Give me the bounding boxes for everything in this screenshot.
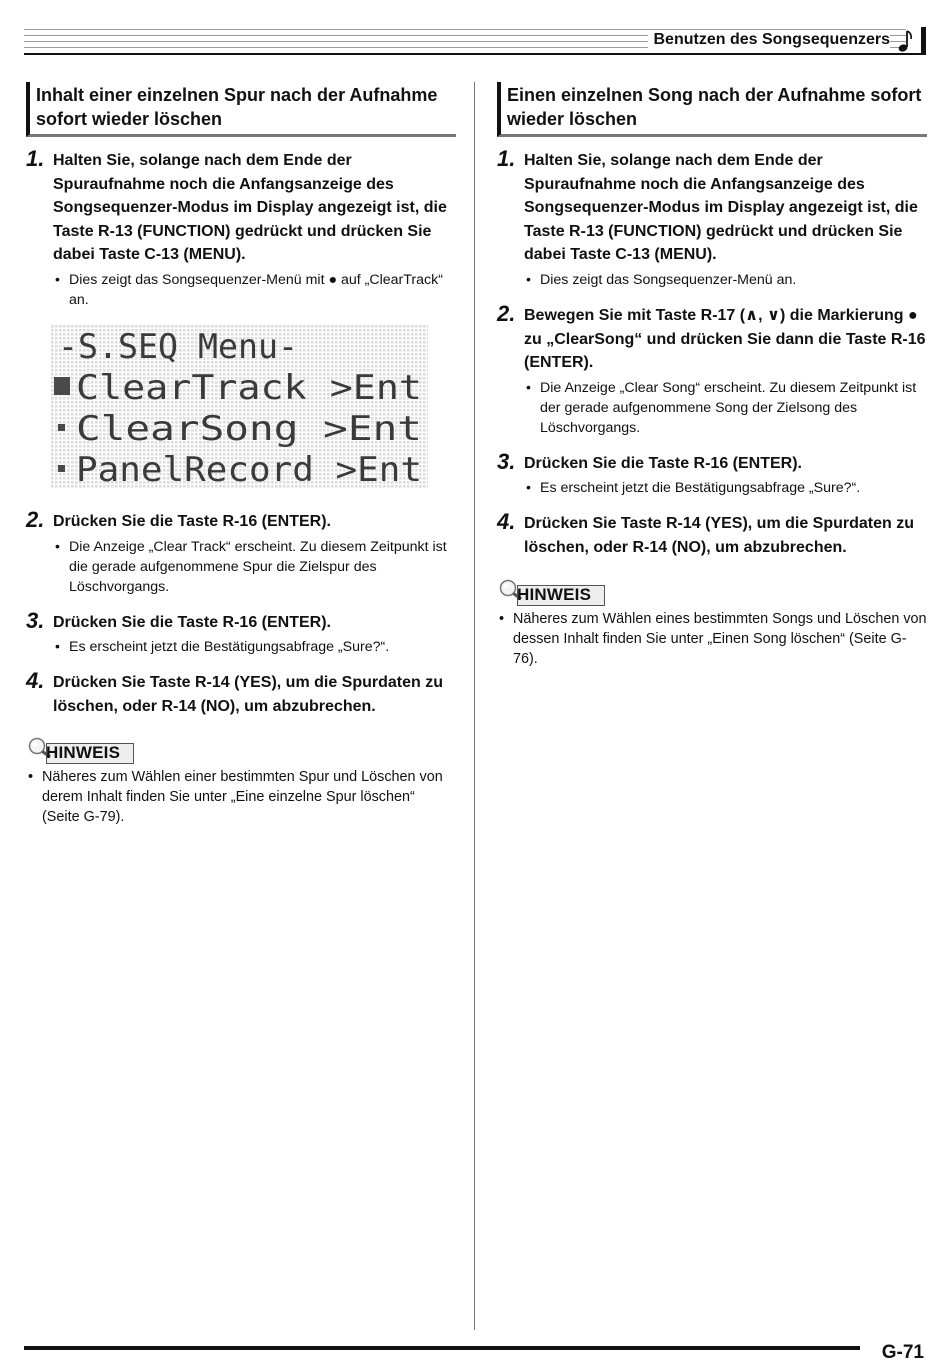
hint-badge	[497, 578, 605, 606]
left-column	[26, 82, 456, 827]
lcd-row-marker	[58, 465, 65, 472]
header-rule	[24, 53, 926, 55]
step-number: 2.	[26, 506, 45, 532]
page-number: G-71	[881, 1342, 924, 1363]
step-number: 3.	[26, 607, 45, 633]
right-column	[497, 82, 927, 669]
step-number: 4.	[497, 509, 516, 535]
step-number: 4.	[26, 668, 45, 694]
lcd-line: PanelRecord >Ent	[76, 449, 422, 488]
step-number: 1.	[497, 146, 516, 171]
step-note: • Dies zeigt das Songsequenzer-Menü mit ● auf „ClearTrack“ an.	[53, 270, 456, 310]
step-text: Halten Sie, solange nach dem Ende der Spuraufnahme noch die Anfangsanzeige des Songsequenzer-Modus im Display angezeigt ist, die Taste R-13 (FUNCTION) gedrückt und drücken Sie dabei Taste C-13 (MENU).	[524, 152, 918, 264]
column-divider	[474, 82, 475, 1330]
lcd-line: ClearTrack >Ent	[76, 367, 422, 408]
header-title: Benutzen des Songsequenzers	[648, 31, 891, 49]
step-4	[26, 668, 456, 718]
staff-line	[24, 29, 906, 30]
hint-badge	[26, 736, 134, 764]
step-note: • Die Anzeige „Clear Song“ erscheint. Zu diesem Zeitpunkt ist der gerade aufgenommene Song der Zielsong des Löschvorgangs.	[524, 378, 927, 438]
step-number: 3.	[497, 448, 516, 474]
step-3	[26, 607, 456, 658]
step-note: • Es erscheint jetzt die Bestätigungsabfrage „Sure?“.	[524, 478, 927, 498]
step-2	[497, 300, 927, 438]
step-note: • Dies zeigt das Songsequenzer-Menü an.	[524, 270, 927, 290]
step-note: • Es erscheint jetzt die Bestätigungsabfrage „Sure?“.	[53, 637, 456, 657]
hint-label: HINWEIS	[46, 743, 121, 763]
hint-block	[497, 578, 927, 669]
footer-rule	[24, 1346, 860, 1350]
step-text: Drücken Sie die Taste R-16 (ENTER).	[53, 613, 331, 631]
music-note-icon	[896, 27, 918, 55]
step-3	[497, 448, 927, 499]
step-4	[497, 509, 927, 559]
lcd-selection-marker	[54, 377, 70, 395]
step-2	[26, 506, 456, 597]
lcd-line: ClearSong >Ent	[76, 408, 422, 449]
step-text: Drücken Sie Taste R-14 (YES), um die Spurdaten zu löschen, oder R-14 (NO), um abzubrechen.	[524, 515, 915, 556]
lcd-line: -S.SEQ Menu-	[58, 326, 298, 367]
lcd-display	[50, 324, 428, 488]
step-1	[26, 146, 456, 310]
hint-label: HINWEIS	[517, 584, 592, 604]
page-header	[24, 27, 926, 55]
step-text: Drücken Sie Taste R-14 (YES), um die Spurdaten zu löschen, oder R-14 (NO), um abzubrechen.	[53, 674, 444, 715]
hint-block	[26, 736, 456, 827]
step-number: 2.	[497, 300, 516, 326]
header-tab-marker	[921, 27, 926, 55]
step-number: 1.	[26, 146, 45, 171]
step-text: Drücken Sie die Taste R-16 (ENTER).	[524, 454, 802, 472]
step-1	[497, 146, 927, 290]
section-heading: Inhalt einer einzelnen Spur nach der Aufnahme sofort wieder löschen	[26, 82, 456, 137]
step-text: Halten Sie, solange nach dem Ende der Spuraufnahme noch die Anfangsanzeige des Songsequenzer-Modus im Display angezeigt ist, die Taste R-13 (FUNCTION) gedrückt und drücken Sie dabei Taste C-13 (MENU).	[53, 152, 447, 264]
hint-text: • Näheres zum Wählen eines bestimmten Songs und Löschen von dessen Inhalt finden Sie unter „Einen Song löschen“ (Seite G-76).	[497, 609, 927, 669]
section-heading: Einen einzelnen Song nach der Aufnahme sofort wieder löschen	[497, 82, 927, 137]
lcd-row-marker	[58, 424, 65, 431]
step-text: Bewegen Sie mit Taste R-17 (∧, ∨) die Markierung ● zu „ClearSong“ und drücken Sie dann die Taste R-16 (ENTER).	[524, 306, 926, 372]
step-text: Drücken Sie die Taste R-16 (ENTER).	[53, 512, 331, 530]
hint-text: • Näheres zum Wählen einer bestimmten Spur und Löschen von derem Inhalt finden Sie unter „Eine einzelne Spur löschen“ (Seite G-79).	[26, 767, 456, 827]
step-note: • Die Anzeige „Clear Track“ erscheint. Zu diesem Zeitpunkt ist die gerade aufgenommene Spur die Zielspur des Löschvorgangs.	[53, 537, 456, 597]
